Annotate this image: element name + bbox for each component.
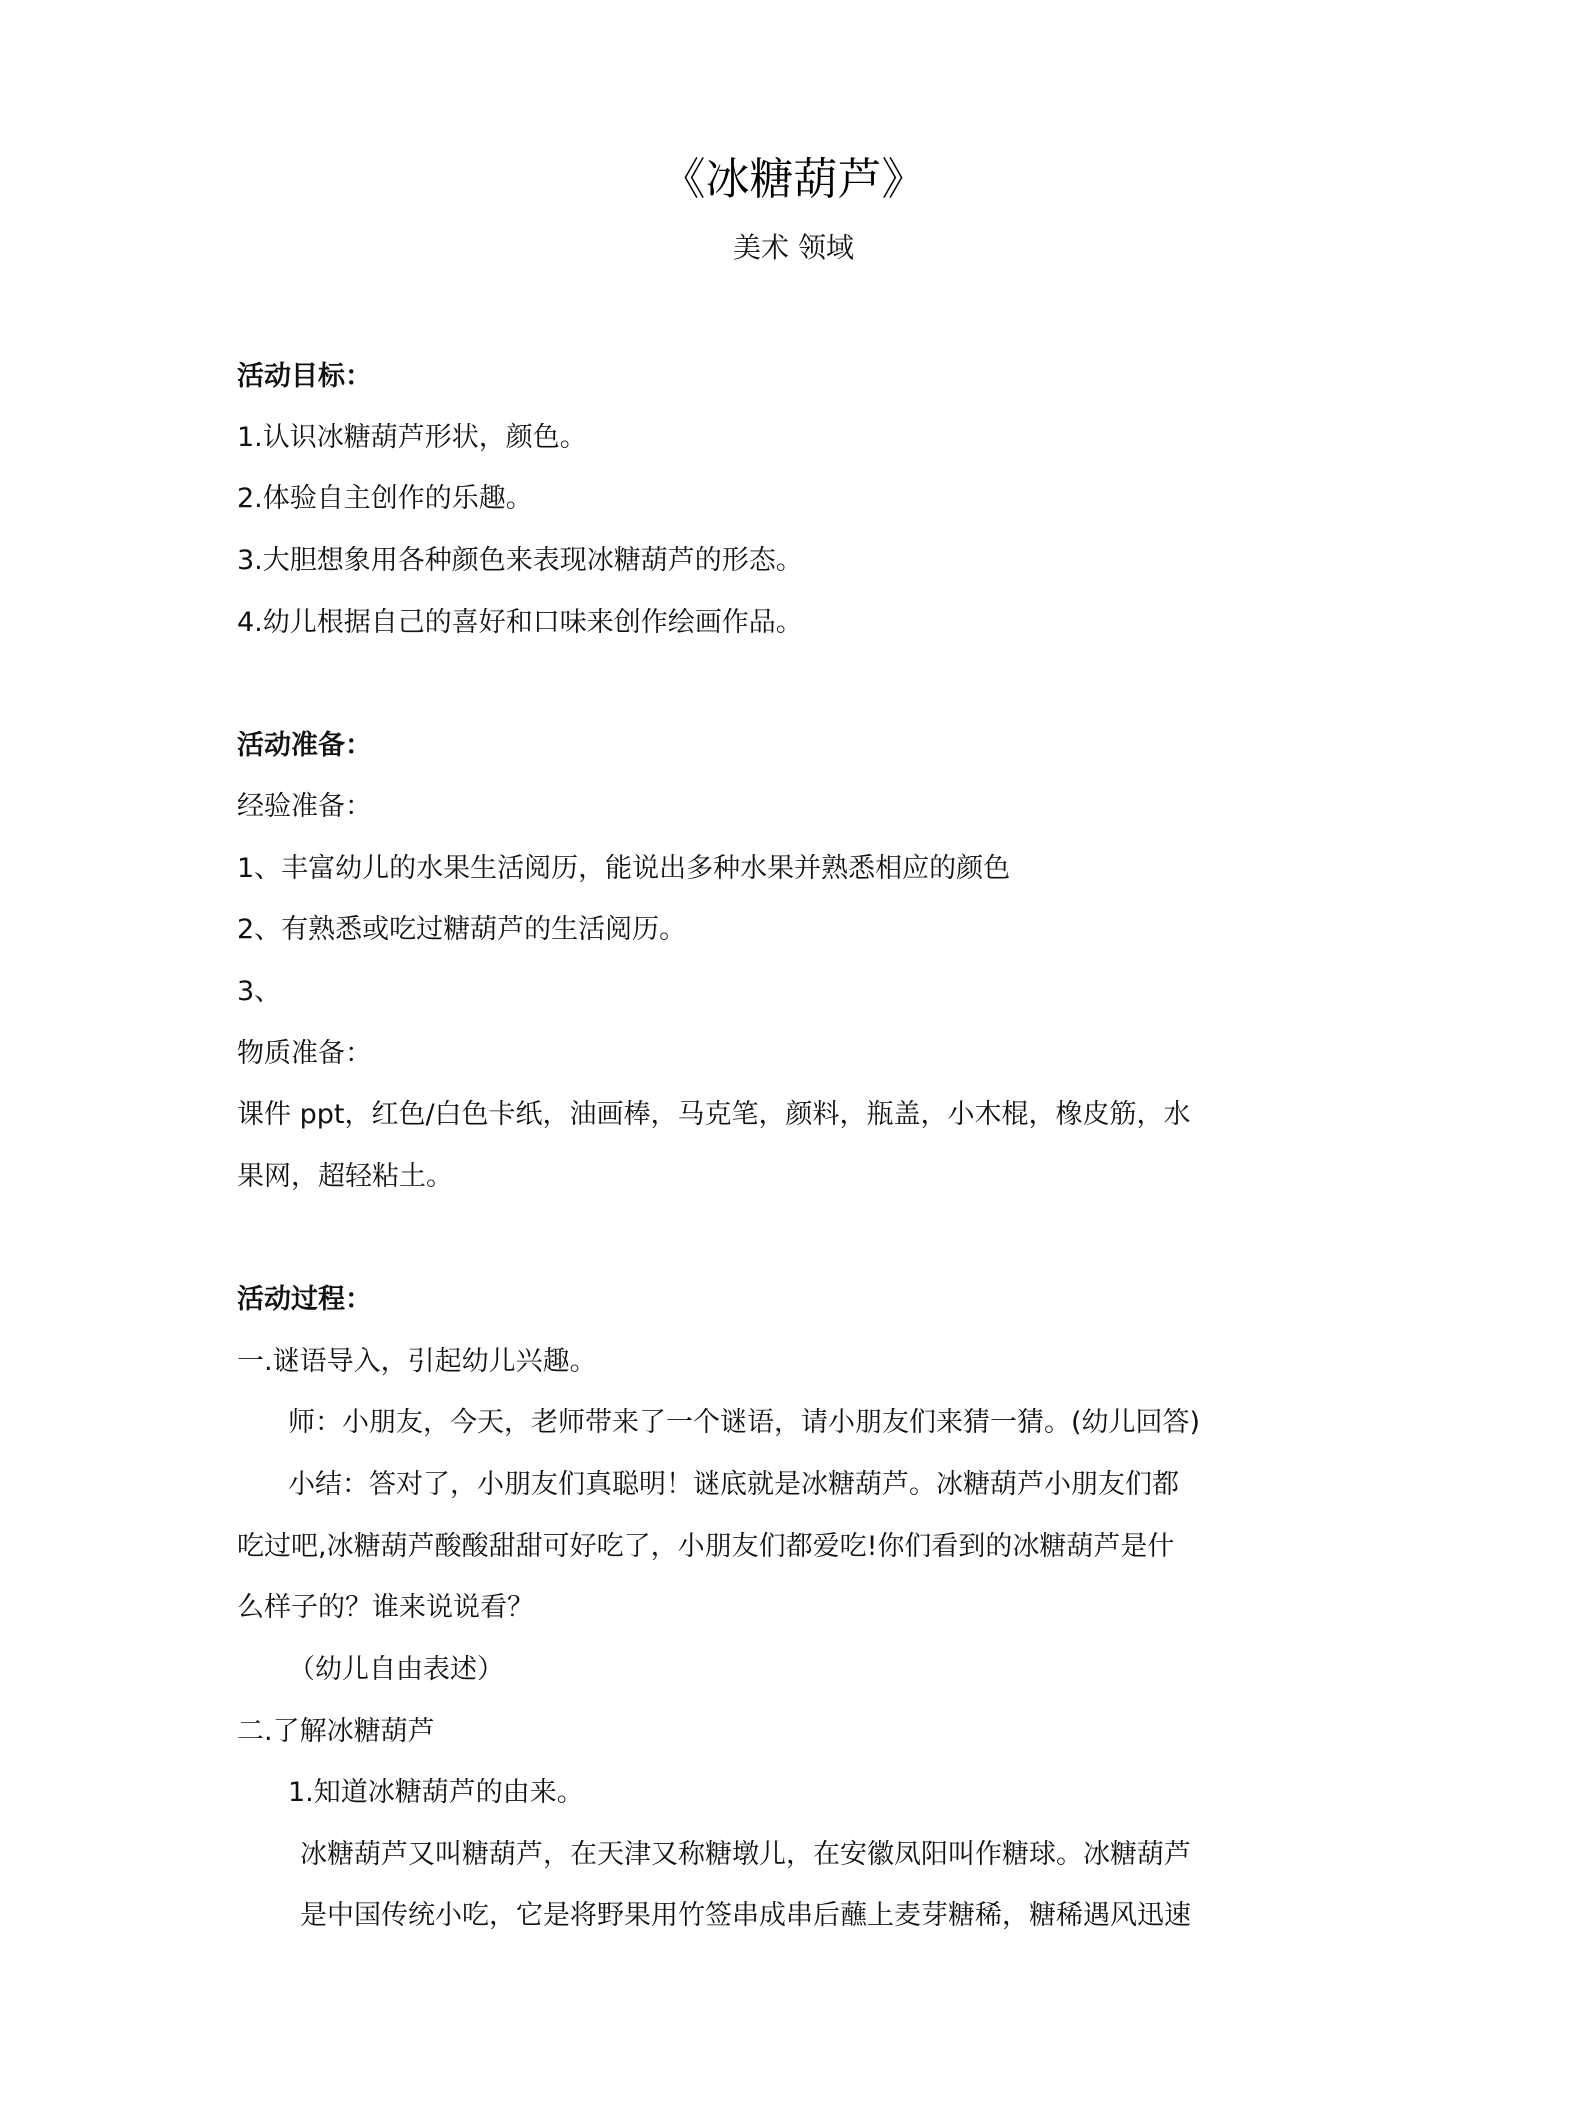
goal-item: 3.大胆想象用各种颜色来表现冰糖葫芦的形态。 [237, 545, 803, 576]
process-heading: 活动过程： [237, 1284, 372, 1315]
material-label: 物质准备： [237, 1038, 372, 1069]
preparation-heading: 活动准备： [237, 730, 372, 761]
process-step-title: 一.谜语导入，引起幼儿兴趣。 [237, 1346, 597, 1377]
goal-item: 4.幼儿根据自己的喜好和口味来创作绘画作品。 [237, 607, 803, 638]
children-response: （幼儿自由表述） [288, 1654, 504, 1685]
experience-item: 2、有熟悉或吃过糖葫芦的生活阅历。 [237, 914, 687, 945]
origin-text: 是中国传统小吃，它是将野果用竹签串成串后蘸上麦芽糖稀，糖稀遇风迅速 [300, 1900, 1191, 1931]
teacher-dialogue: 师：小朋友，今天，老师带来了一个谜语，请小朋友们来猜一猜。(幼儿回答) [288, 1407, 1201, 1438]
experience-label: 经验准备： [237, 791, 372, 822]
material-list-line: 果网，超轻粘土。 [237, 1161, 453, 1192]
material-list-line: 课件 ppt，红色/白色卡纸，油画棒，马克笔，颜料，瓶盖，小木棍，橡皮筋，水 [237, 1099, 1191, 1130]
document-subtitle: 美术 领域 [733, 231, 854, 264]
goals-heading: 活动目标： [237, 361, 372, 392]
summary-text: 吃过吧,冰糖葫芦酸酸甜甜可好吃了，小朋友们都爱吃!你们看到的冰糖葫芦是什 [237, 1531, 1175, 1562]
goal-item: 1.认识冰糖葫芦形状，颜色。 [237, 422, 587, 453]
experience-item: 3、 [237, 976, 282, 1007]
summary-text: 小结：答对了，小朋友们真聪明！谜底就是冰糖葫芦。冰糖葫芦小朋友们都 [288, 1469, 1179, 1500]
process-substep-title: 1.知道冰糖葫芦的由来。 [288, 1777, 584, 1808]
goal-item: 2.体验自主创作的乐趣。 [237, 483, 533, 514]
origin-text: 冰糖葫芦又叫糖葫芦，在天津又称糖墩儿，在安徽凤阳叫作糖球。冰糖葫芦 [300, 1839, 1191, 1870]
summary-text: 么样子的？谁来说说看？ [237, 1592, 534, 1623]
process-step-title: 二.了解冰糖葫芦 [237, 1716, 435, 1747]
experience-item: 1、丰富幼儿的水果生活阅历，能说出多种水果并熟悉相应的颜色 [237, 853, 1011, 884]
document-title: 《冰糖葫芦》 [661, 154, 926, 205]
